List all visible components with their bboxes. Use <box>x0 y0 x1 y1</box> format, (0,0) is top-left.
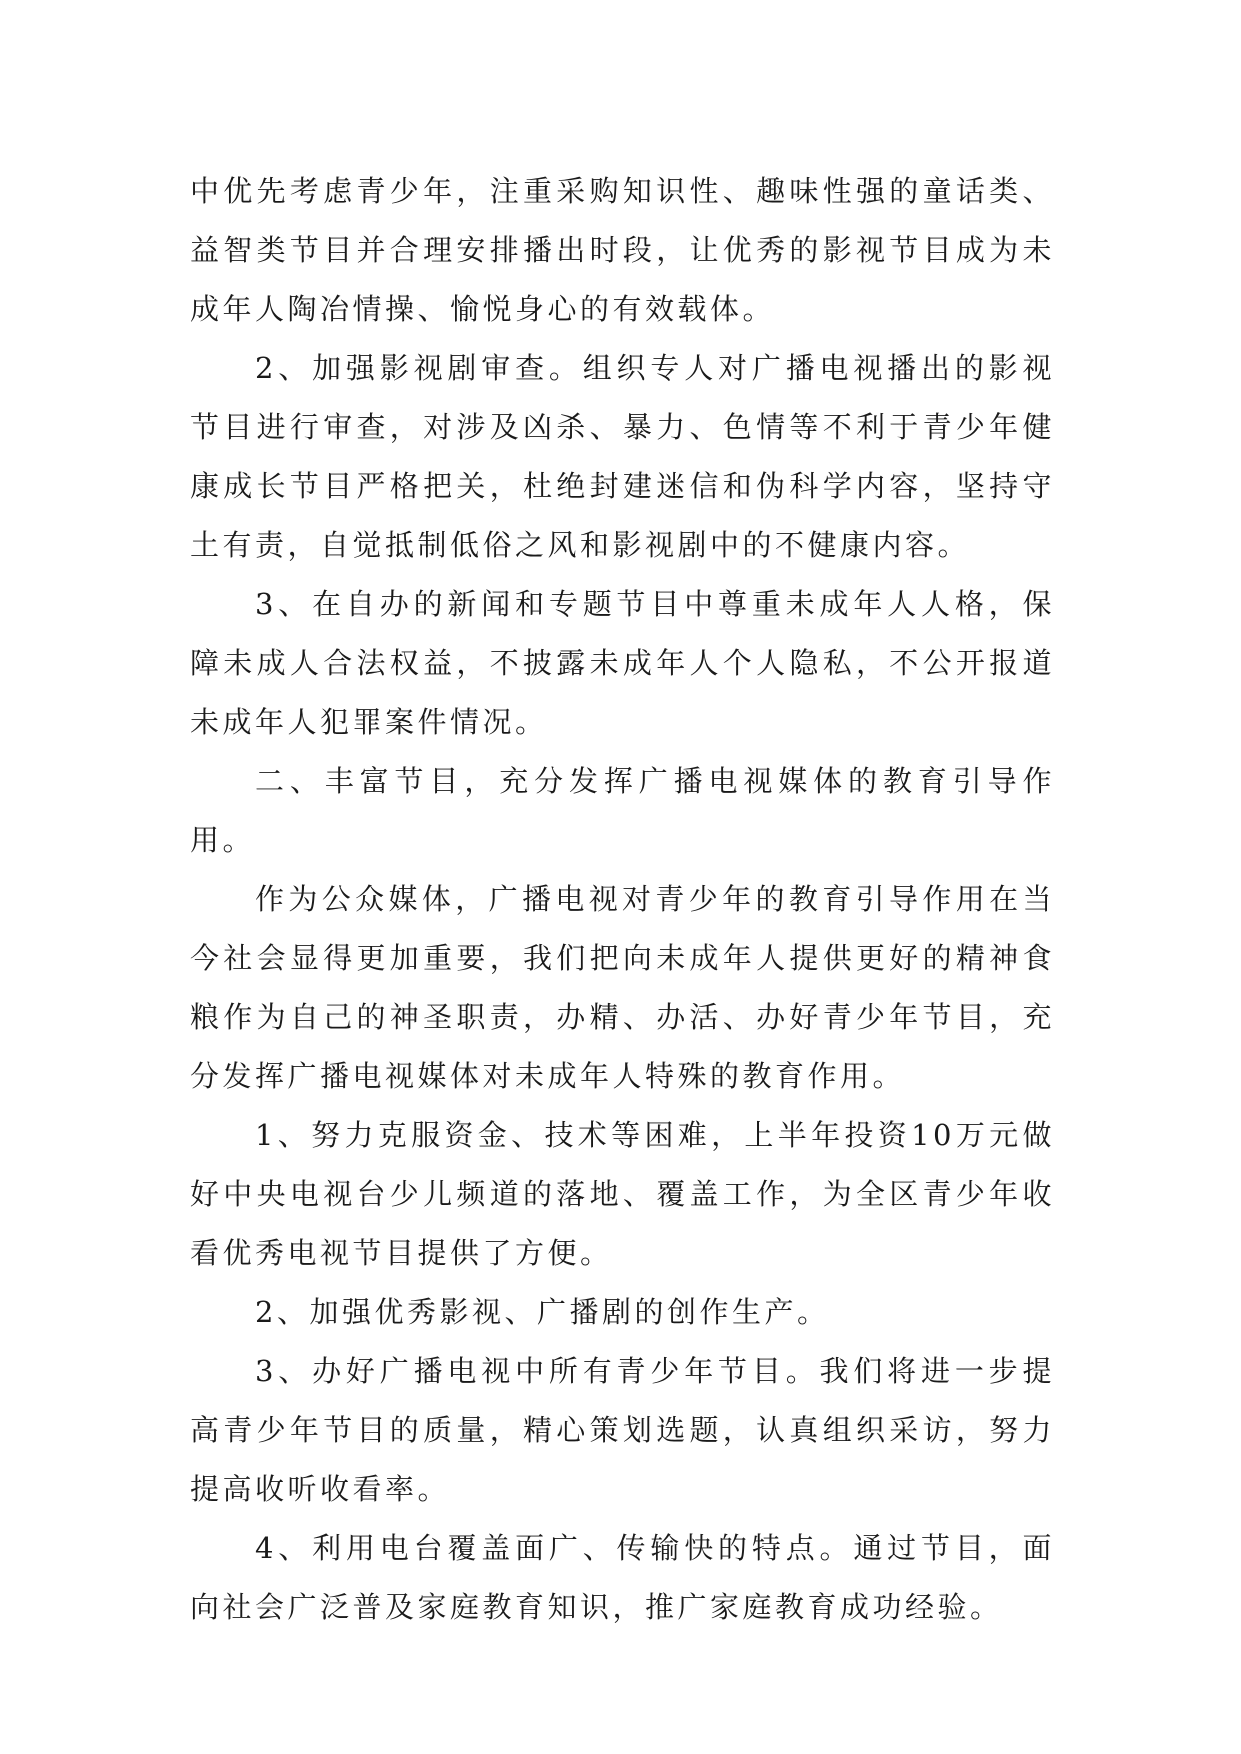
paragraph-continued: 中优先考虑青少年，注重采购知识性、趣味性强的童话类、益智类节目并合理安排播出时段，让优秀的影视节目成为未成年人陶冶情操、愉悦身心的有效载体。 <box>190 174 1055 326</box>
paragraph-item-3-programs: 3、办好广播电视中所有青少年节目。我们将进一步提高青少年节目的质量，精心策划选题，认真组织采访，努力提高收听收看率。 <box>190 1354 1055 1506</box>
paragraph-item-1-investment: 1、努力克服资金、技术等困难，上半年投资10万元做好中央电视台少儿频道的落地、覆盖工作，为全区青少年收看优秀电视节目提供了方便。 <box>190 1118 1055 1270</box>
paragraph-public-media: 作为公众媒体，广播电视对青少年的教育引导作用在当今社会显得更加重要，我们把向未成年人提供更好的精神食粮作为自己的神圣职责，办精、办活、办好青少年节目，充分发挥广播电视媒体对未成年人特殊的教育作用。 <box>190 882 1055 1093</box>
body-text <box>190 162 1055 1637</box>
paragraph-item-4-coverage: 4、利用电台覆盖面广、传输快的特点。通过节目，面向社会广泛普及家庭教育知识，推广家庭教育成功经验。 <box>190 1531 1055 1624</box>
paragraph-item-2-review: 2、加强影视剧审查。组织专人对广播电视播出的影视节目进行审查，对涉及凶杀、暴力、色情等不利于青少年健康成长节目严格把关，杜绝封建迷信和伪科学内容，坚持守土有责，自觉抵制低俗之风和影视剧中的不健康内容。 <box>190 351 1055 562</box>
section-heading-two: 二、丰富节目，充分发挥广播电视媒体的教育引导作用。 <box>190 764 1055 857</box>
paragraph-item-3-respect: 3、在自办的新闻和专题节目中尊重未成年人人格，保障未成人合法权益，不披露未成年人个人隐私，不公开报道未成年人犯罪案件情况。 <box>190 587 1055 739</box>
paragraph-item-2-production: 2、加强优秀影视、广播剧的创作生产。 <box>255 1295 830 1329</box>
